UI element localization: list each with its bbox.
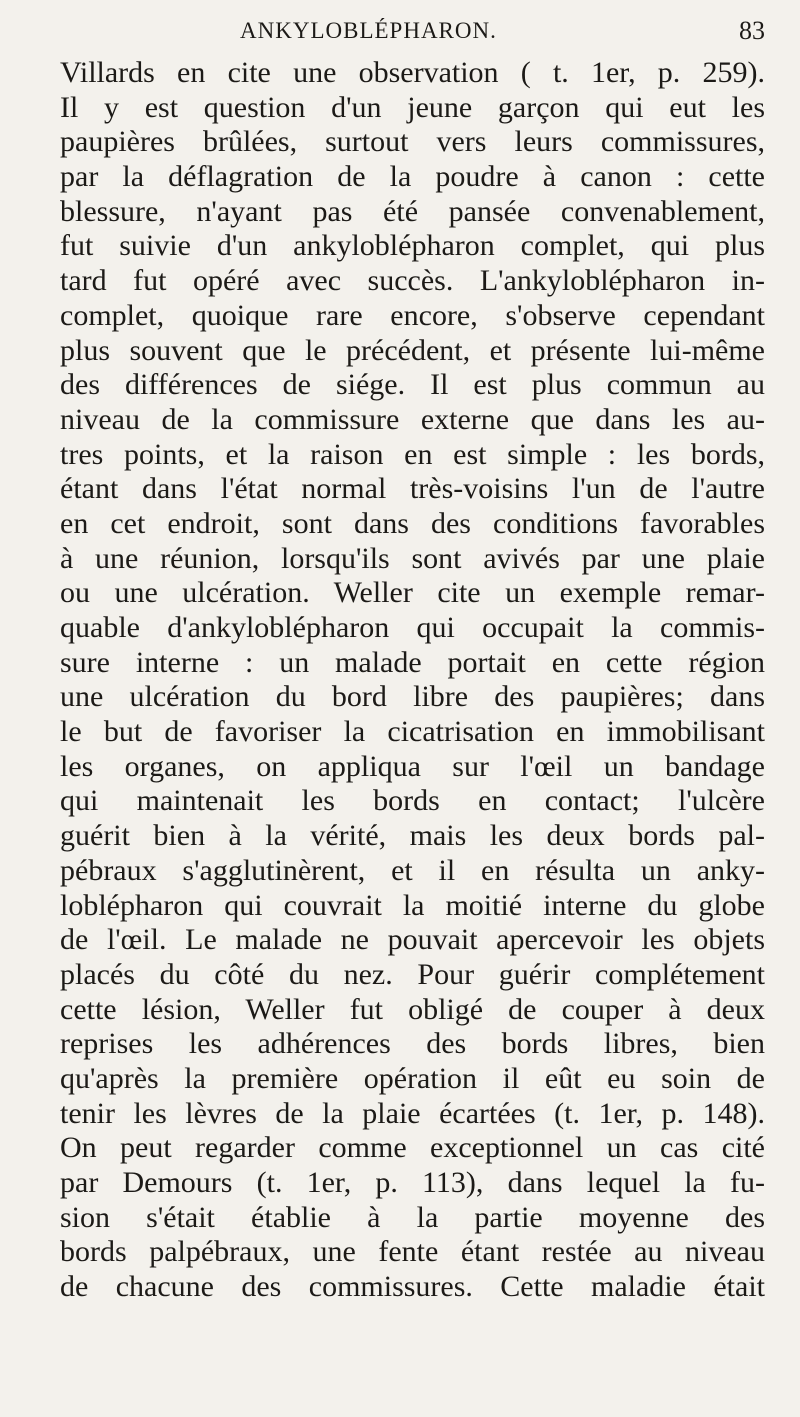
text-line: le but de favoriser la cicatrisation en immobilisant [60, 715, 765, 749]
text-line: blessure, n'ayant pas été pansée convenablement, [60, 194, 765, 228]
text-line: bords palpébraux, une fente étant restée au niveau [60, 1235, 765, 1269]
text-line: par la déflagration de la poudre à canon : cette [60, 160, 765, 194]
text-line: Villards en cite une observation ( t. 1er, p. 259). [60, 56, 765, 89]
running-title: ANKYLOBLÉPHARON. [240, 18, 497, 43]
text-line: sion s'était établie à la partie moyenne des [60, 1200, 765, 1234]
text-line: cette lésion, Weller fut obligé de couper à deux [60, 992, 765, 1026]
text-line: à une réunion, lorsqu'ils sont avivés par une plaie [60, 541, 765, 575]
text-line: ou une ulcération. Weller cite un exemple remar- [60, 576, 765, 610]
text-line: guérit bien à la vérité, mais les deux bords pal- [60, 819, 765, 853]
text-line: reprises les adhérences des bords libres, bien [60, 1027, 765, 1061]
page-number: 83 [739, 16, 765, 45]
text-line: tard fut opéré avec succès. L'ankyloblépharon in- [60, 264, 765, 298]
text-line: les organes, on appliqua sur l'œil un bandage [60, 749, 765, 783]
text-line: par Demours (t. 1er, p. 113), dans lequel la fu- [60, 1166, 765, 1199]
body-text [60, 56, 765, 1305]
text-line: qui maintenait les bords en contact; l'ulcère [60, 784, 765, 818]
text-line: loblépharon qui couvrait la moitié interne du globe [60, 888, 765, 922]
text-line: Il y est question d'un jeune garçon qui eut les [60, 90, 765, 124]
text-line: qu'après la première opération il eût eu soin de [60, 1061, 765, 1095]
text-line: complet, quoique rare encore, s'observe cependant [60, 298, 765, 332]
text-line: On peut regarder comme exceptionnel un cas cité [60, 1131, 765, 1165]
text-line: pébraux s'agglutinèrent, et il en résulta un anky- [60, 853, 765, 887]
text-line: des différences de siége. Il est plus commun au [60, 368, 765, 402]
text-line: quable d'ankyloblépharon qui occupait la commis- [60, 611, 765, 644]
text-line: paupières brûlées, surtout vers leurs commissures, [60, 125, 765, 159]
text-line: de chacune des commissures. Cette maladie était [60, 1270, 765, 1304]
text-line: tenir les lèvres de la plaie écartées (t. 1er, p. 148). [60, 1096, 765, 1130]
text-line: une ulcération du bord libre des paupières; dans [60, 680, 765, 714]
text-line: étant dans l'état normal très-voisins l'un de l'autre [60, 472, 765, 506]
text-line: fut suivie d'un ankyloblépharon complet, qui plus [60, 229, 765, 263]
text-line: niveau de la commissure externe que dans les au- [60, 402, 765, 436]
text-line: en cet endroit, sont dans des conditions favorables [60, 506, 765, 540]
text-line: sure interne : un malade portait en cette région [60, 645, 765, 679]
running-head [60, 10, 765, 50]
text-line: tres points, et la raison en est simple : les bords, [60, 437, 765, 471]
text-line: placés du côté du nez. Pour guérir complétement [60, 957, 765, 991]
text-line: de l'œil. Le malade ne pouvait apercevoir les objets [60, 923, 765, 957]
text-line: plus souvent que le précédent, et présente lui-même [60, 333, 765, 367]
